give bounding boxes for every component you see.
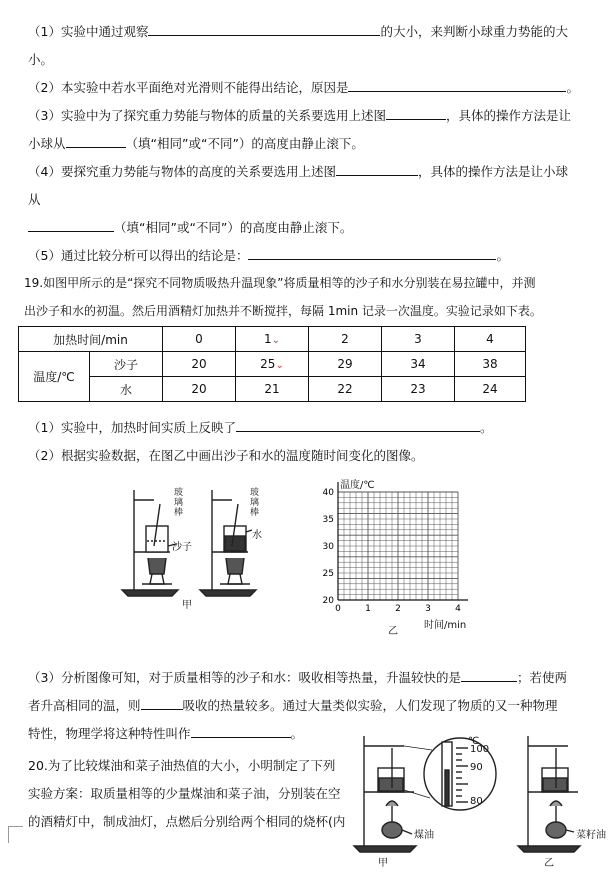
q18-p3-text-d: （填“相同”或“不同”）的高度由静止滚下。 xyxy=(125,136,364,151)
table-row xyxy=(19,327,526,352)
graph-xlabel: 时间/min xyxy=(424,620,467,631)
q19-p3-text-e: 特性，物理学将这种特性叫作 xyxy=(28,726,191,741)
y-tick-label: 30 xyxy=(322,542,334,552)
kerosene-label: 煤油 xyxy=(414,830,434,841)
q19-part3-line3 xyxy=(28,724,303,742)
water-label-cell: 水 xyxy=(90,377,163,402)
q18-p1-text-c: 小。 xyxy=(28,52,54,67)
q19-p3-blank2[interactable] xyxy=(141,697,183,710)
y-tick-label: 25 xyxy=(322,569,334,579)
row-label-cell: 温度/℃ xyxy=(19,352,90,402)
rod-label-text: 玻璃棒 xyxy=(174,488,184,518)
graph-ylabel: 温度/℃ xyxy=(340,480,375,491)
time-cell: 2 xyxy=(309,327,382,352)
q18-p3-text-b: ，具体的操作方法是让 xyxy=(445,108,571,123)
q18-p3-text-c: 小球从 xyxy=(28,136,66,151)
q20-line2 xyxy=(28,784,341,802)
q18-part4-line3 xyxy=(28,218,352,236)
jia-sand-label: 沙子 xyxy=(172,542,192,553)
y-tick-label: 40 xyxy=(322,488,334,498)
water-cell: 23 xyxy=(382,377,455,402)
table-row xyxy=(19,377,526,402)
rapeseed-label: 菜籽油 xyxy=(576,830,606,841)
figure-yi-graph xyxy=(312,478,472,628)
q18-p5-text-a: （5）通过比较分析可以得出的结论是： xyxy=(28,248,249,263)
sand-label-cell: 沙子 xyxy=(90,352,163,377)
table-row xyxy=(19,352,526,377)
red-check-mark: ⌄ xyxy=(271,335,281,346)
time-1-text: 1 xyxy=(263,332,272,346)
graph-caption: 乙 xyxy=(388,626,398,637)
q18-p4-blank1[interactable] xyxy=(336,163,418,176)
q19-part2-line xyxy=(28,446,423,464)
q19-p1-text-a: （1）实验中，加热时间实质上反映了 xyxy=(28,420,236,435)
header-label-cell: 加热时间/min xyxy=(19,327,163,352)
sand-cell: 20 xyxy=(163,352,236,377)
q19-p1-blank[interactable] xyxy=(236,419,480,432)
x-tick-label: 1 xyxy=(365,604,371,614)
sand-cell xyxy=(236,352,309,377)
q18-p3-blank2[interactable] xyxy=(66,135,126,148)
time-cell: 3 xyxy=(382,327,455,352)
time-cell: 0 xyxy=(163,327,236,352)
q18-part1-line2 xyxy=(28,50,53,68)
q18-p4-blank2[interactable] xyxy=(28,219,114,232)
x-tick-label: 0 xyxy=(335,604,341,614)
q19-p3-text-f: 。 xyxy=(290,726,304,741)
q18-p1-blank[interactable] xyxy=(148,23,380,36)
x-tick-label: 2 xyxy=(395,604,401,614)
jia-rod-label-1 xyxy=(174,488,186,518)
q19-p3-text-a: （3）分析图像可知，对于质量相等的沙子和水：吸收相等热量，升温较快的是 xyxy=(28,670,461,685)
jia-water-label: 水 xyxy=(252,530,262,541)
red-check-mark: ⌄ xyxy=(275,360,284,371)
q18-p2-text-b: 。 xyxy=(566,80,579,95)
q19-data-table xyxy=(18,326,526,402)
q20-text-3: 的酒精灯中，制成油灯，点燃后分别给两个相同的烧杯(内 xyxy=(28,814,346,829)
jia-rod-label-2 xyxy=(250,488,262,518)
page-corner-mark xyxy=(8,826,23,843)
q19-p3-text-d: 吸收的热量较多。通过大量类似实验，人们发现了物质的又一种物理 xyxy=(182,698,558,713)
water-cell: 24 xyxy=(455,377,526,402)
q18-part4-line xyxy=(28,162,568,180)
q19-p3-text-c: 者升高相同的温，则 xyxy=(28,698,141,713)
water-cell: 21 xyxy=(236,377,309,402)
thermo-tick-80: 80 xyxy=(470,796,483,807)
q19-intro-line1 xyxy=(24,274,536,291)
q19-part3-line1 xyxy=(28,668,567,686)
q18-p4-text-a: （4）要探究重力势能与物体的高度的关系要选用上述图 xyxy=(28,164,336,179)
time-cell xyxy=(236,327,309,352)
q19-part3-line2 xyxy=(28,696,558,714)
q20-line3 xyxy=(28,812,345,830)
q20-line1 xyxy=(28,756,335,774)
q18-p5-blank[interactable] xyxy=(248,247,496,260)
q18-part1-line xyxy=(28,22,568,40)
q18-p1-text-a: （1）实验中通过观察 xyxy=(28,24,149,39)
q18-p5-text-b: 。 xyxy=(496,248,509,263)
q19-p1-text-b: 。 xyxy=(479,420,493,435)
q18-p4-text-c: 从 xyxy=(28,192,41,207)
water-cell: 22 xyxy=(309,377,382,402)
thermo-tick-90: 90 xyxy=(470,762,483,773)
q19-intro-line2 xyxy=(24,302,542,319)
thermo-tick-100: 100 xyxy=(470,744,490,755)
q20-caption-jia: 甲 xyxy=(378,858,388,869)
q18-part4-line2 xyxy=(28,190,41,208)
q18-p4-text-b: ，具体的操作方法是让小球 xyxy=(417,164,568,179)
q20-text-1: 20.为了比较煤油和菜子油热值的大小，小明制定了下列 xyxy=(28,758,336,773)
sand-cell: 38 xyxy=(455,352,526,377)
q18-p2-blank[interactable] xyxy=(348,79,566,92)
q18-p3-blank1[interactable] xyxy=(386,107,446,120)
sand-cell: 34 xyxy=(382,352,455,377)
y-tick-label: 35 xyxy=(322,515,334,525)
sand-cell: 29 xyxy=(309,352,382,377)
y-tick-label: 20 xyxy=(322,596,334,606)
sand-1-text: 25 xyxy=(260,357,276,371)
q20-text-2: 实验方案：取质量相等的少量煤油和菜子油，分别装在空 xyxy=(28,786,341,801)
q20-caption-yi: 乙 xyxy=(544,858,554,869)
q19-p3-text-b: ；若使两 xyxy=(516,670,567,685)
thermo-unit-label: ℃ xyxy=(468,736,480,747)
q19-part1-line xyxy=(28,418,492,436)
q19-p3-blank1[interactable] xyxy=(461,669,517,682)
q18-part5-line xyxy=(28,246,509,264)
q19-p3-blank3[interactable] xyxy=(191,725,291,738)
q18-p3-text-a: （3）实验中为了探究重力势能与物体的质量的关系要选用上述图 xyxy=(28,108,386,123)
q18-part3-line xyxy=(28,106,571,124)
q19-intro1: 19.如图甲所示的是“探究不同物质吸热升温现象”将质量相等的沙子和水分别装在易拉罐中，并测 xyxy=(24,276,536,290)
q18-part2-line xyxy=(28,78,579,96)
q18-part3-line2 xyxy=(28,134,364,152)
q19-p2-text: （2）根据实验数据，在图乙中画出沙子和水的温度随时间变化的图像。 xyxy=(28,448,424,463)
q18-p4-text-d: （填“相同”或“不同”）的高度由静止滚下。 xyxy=(114,220,353,235)
q19-intro2: 出沙子和水的初温。然后用酒精灯加热并不断搅拌，每隔 1min 记录一次温度。实验记录如下表。 xyxy=(24,304,542,318)
q18-p1-text-b: 的大小，来判断小球重力势能的大 xyxy=(380,24,568,39)
q18-p2-text-a: （2）本实验中若水平面绝对光滑则不能得出结论，原因是 xyxy=(28,80,349,95)
time-cell: 4 xyxy=(455,327,526,352)
rod-label-text-2: 玻璃棒 xyxy=(250,488,260,518)
water-cell: 20 xyxy=(163,377,236,402)
x-tick-label: 4 xyxy=(455,604,461,614)
x-tick-label: 3 xyxy=(425,604,431,614)
jia-caption: 甲 xyxy=(182,600,192,611)
